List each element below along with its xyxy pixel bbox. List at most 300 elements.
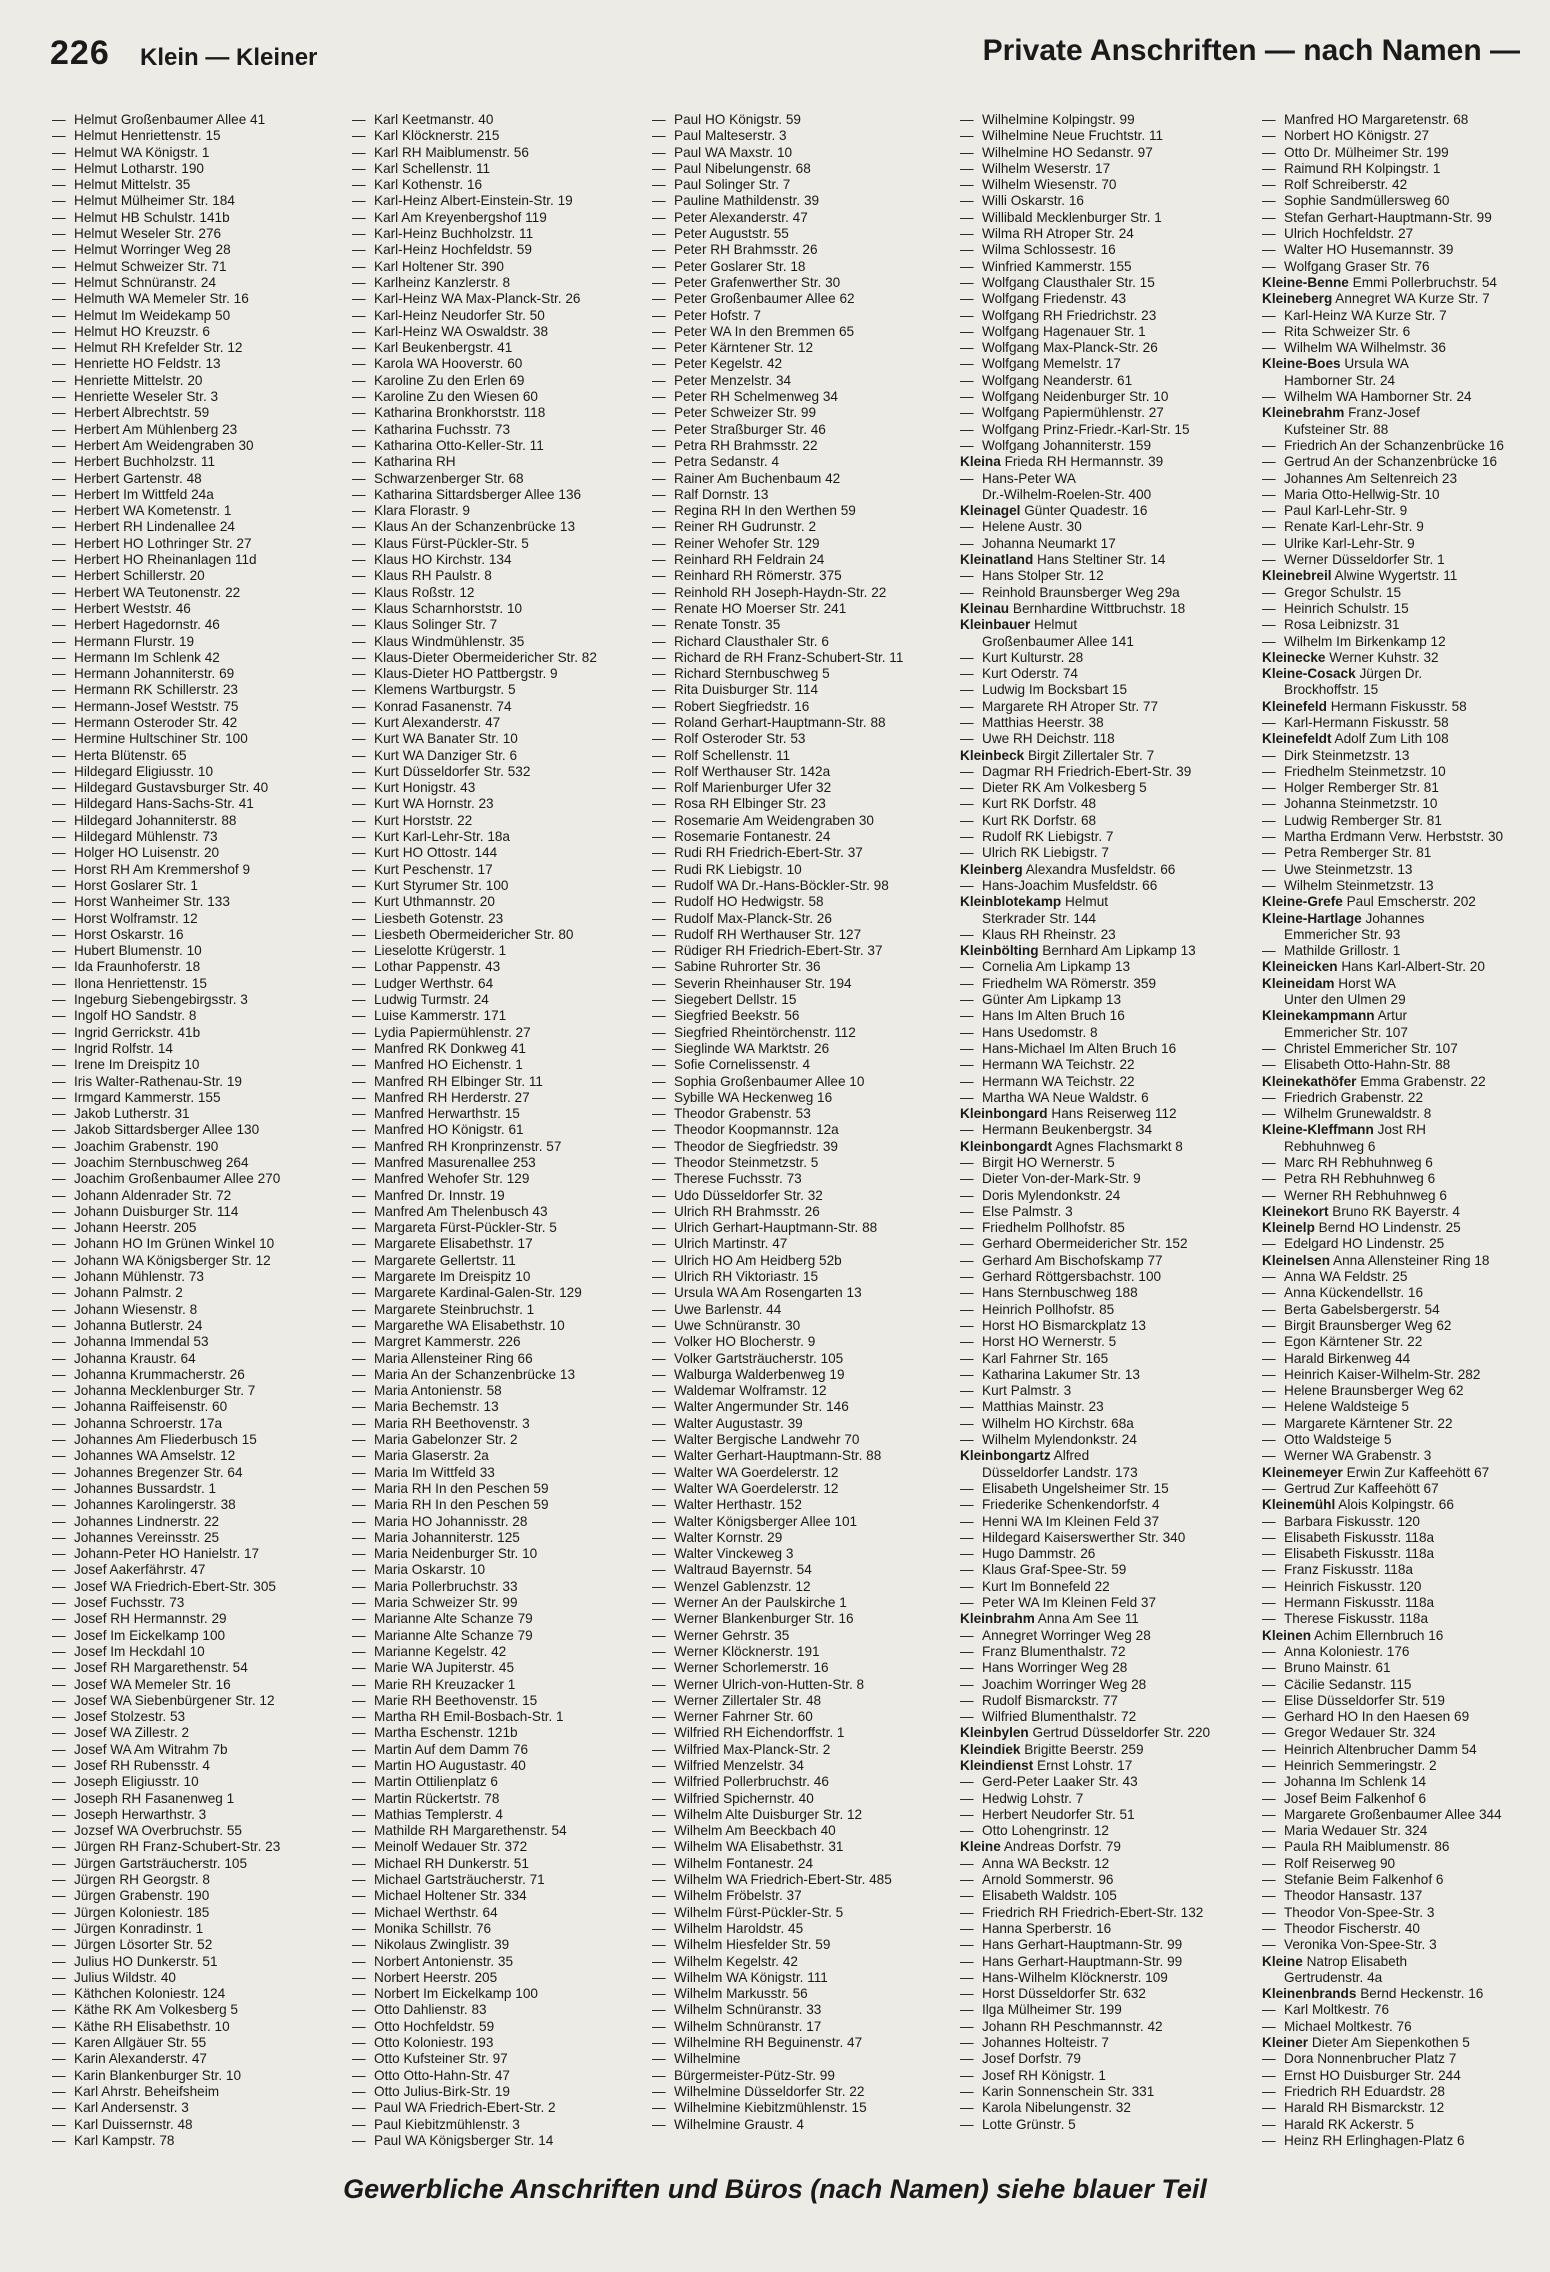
dash-marker: — <box>960 226 974 242</box>
entry-text: Walter HO Husemannstr. 39 <box>1284 242 1454 258</box>
dash-marker: — <box>52 1448 66 1464</box>
directory-entry <box>652 1302 934 1318</box>
directory-entry <box>52 471 334 487</box>
dash-marker: — <box>352 926 366 942</box>
directory-entry <box>652 943 934 959</box>
directory-entry <box>352 813 634 829</box>
entry-text: Johannes Lindnerstr. 22 <box>74 1513 220 1529</box>
entry-text: Rolf Reiserweg 90 <box>1284 1855 1396 1871</box>
dash-marker: — <box>352 1953 366 1969</box>
directory-entry <box>52 536 334 552</box>
directory-entry <box>52 1481 334 1497</box>
directory-entry <box>52 1155 334 1171</box>
entry-text: Margarete Großenbaumer Allee 344 <box>1284 1806 1502 1822</box>
dash-marker: — <box>652 112 666 127</box>
directory-entry <box>1262 275 1550 291</box>
directory-entry <box>960 731 1242 747</box>
directory-entry <box>960 829 1242 845</box>
directory-entry <box>1262 1302 1550 1318</box>
entry-text: Karin Sonnenschein Str. 331 <box>982 2083 1155 2099</box>
dash-marker: — <box>652 1660 666 1676</box>
dash-marker: — <box>1262 1839 1276 1855</box>
entry-text: Henni WA Im Kleinen Feld 37 <box>982 1513 1160 1529</box>
directory-entry <box>1262 128 1550 144</box>
dash-marker: — <box>652 617 666 633</box>
entry-text: Wilhelm WA Königstr. 111 <box>674 1969 828 1985</box>
dash-marker: — <box>652 682 666 698</box>
directory-entry <box>652 226 934 242</box>
entry-text: Peter Alexanderstr. 47 <box>674 209 808 225</box>
directory-entry <box>1262 1188 1550 1204</box>
dash-marker: — <box>960 2002 974 2018</box>
entry-text: Wilhelm Haroldstr. 45 <box>674 1920 804 1936</box>
dash-marker: — <box>352 1415 366 1431</box>
directory-entry <box>352 1057 634 1073</box>
entry-text: Joseph RH Fasanenweg 1 <box>74 1790 235 1806</box>
dash-marker: — <box>52 1872 66 1888</box>
dash-marker: — <box>1262 242 1276 258</box>
entry-text: Luise Kammerstr. 171 <box>374 1008 507 1024</box>
directory-entry <box>52 2084 334 2100</box>
directory-entry <box>52 308 334 324</box>
dash-marker: — <box>652 1350 666 1366</box>
entry-text: Josef Im Heckdahl 10 <box>74 1643 205 1659</box>
dash-marker: — <box>52 1236 66 1252</box>
directory-entry <box>52 862 334 878</box>
dash-marker: — <box>352 1904 366 1920</box>
dash-marker: — <box>52 2018 66 2034</box>
entry-text: Hermine Hultschiner Str. 100 <box>74 731 248 747</box>
dash-marker: — <box>352 1757 366 1773</box>
dash-marker: — <box>352 226 366 242</box>
directory-entry <box>52 340 334 356</box>
dash-marker: — <box>352 470 366 486</box>
dash-marker: — <box>1262 1155 1276 1170</box>
entry-text: Heinrich Semmeringstr. 2 <box>1284 1757 1437 1773</box>
directory-entry <box>960 1856 1242 1872</box>
dash-marker: — <box>652 421 666 437</box>
directory-entry <box>52 210 334 226</box>
entry-text: Karl-Heinz Hochfeldstr. 59 <box>374 242 532 258</box>
dash-marker: — <box>352 2100 366 2116</box>
entry-text: Martin HO Augustastr. 40 <box>374 1757 526 1773</box>
entry-text: Gerhard Obermeidericher Str. 152 <box>982 1236 1188 1252</box>
dash-marker: — <box>352 1578 366 1594</box>
directory-entry <box>352 2084 634 2100</box>
directory-column-5 <box>1262 112 1550 2162</box>
dash-marker: — <box>352 356 366 372</box>
dash-marker: — <box>652 747 666 763</box>
directory-entry <box>52 585 334 601</box>
entry-text: Wilhelm Wiesenstr. 70 <box>982 177 1117 193</box>
dash-marker: — <box>652 2018 666 2034</box>
entry-text: Maria Schweizer Str. 99 <box>374 1595 518 1611</box>
dash-marker: — <box>52 2083 66 2099</box>
entry-text: Johanna Steinmetzstr. 10 <box>1284 796 1438 812</box>
dash-marker: — <box>1262 1660 1276 1676</box>
directory-entry <box>960 1725 1242 1741</box>
directory-entry <box>652 764 934 780</box>
dash-marker: — <box>352 177 366 193</box>
directory-entry <box>652 699 934 715</box>
entry-text: Jürgen Gartsträucherstr. 105 <box>74 1855 248 1871</box>
directory-entry <box>352 780 634 796</box>
entry-text: Wilfried Menzelstr. 34 <box>674 1757 804 1773</box>
directory-entry <box>52 845 334 861</box>
directory-entry <box>1262 617 1550 633</box>
directory-entry <box>352 519 634 535</box>
entry-text: Manfred HO Margaretenstr. 68 <box>1284 112 1469 127</box>
directory-entry <box>960 177 1242 193</box>
dash-marker: — <box>652 323 666 339</box>
entry-text: Wilhelmine Graustr. 4 <box>674 2116 804 2132</box>
entry-text: Horst Wolframstr. 12 <box>74 910 198 926</box>
directory-entry <box>1262 1562 1550 1578</box>
entry-text: Margarete RH Atroper Str. 77 <box>982 698 1159 714</box>
entry-text: Annegret WA Kurze Str. 7 <box>1332 291 1490 307</box>
entry-text: Hans Gerhart-Hauptmann-Str. 99 <box>982 1953 1183 1969</box>
directory-entry <box>652 748 934 764</box>
directory-entry <box>652 1644 934 1660</box>
entry-text: Herbert RH Lindenallee 24 <box>74 519 235 535</box>
dash-marker: — <box>960 666 974 682</box>
dash-marker: — <box>652 1529 666 1545</box>
entry-text: Wilhelm Weserstr. 17 <box>982 160 1111 176</box>
directory-entry <box>960 568 1242 584</box>
dash-marker: — <box>652 1171 666 1187</box>
entry-text: Hildegard Johanniterstr. 88 <box>74 812 237 828</box>
dash-marker: — <box>960 1089 974 1105</box>
entry-text: Edelgard HO Lindenstr. 25 <box>1284 1236 1445 1252</box>
directory-entry <box>352 1514 634 1530</box>
directory-entry <box>960 1921 1242 1937</box>
directory-entry: Rebhuhnweg 6 <box>1284 1138 1376 1154</box>
dash-marker: — <box>652 470 666 486</box>
directory-entry <box>52 1709 334 1725</box>
entry-text: Bernhardine Wittbruchstr. 18 <box>1009 600 1186 616</box>
entry-text: Johann Palmstr. 2 <box>74 1285 183 1301</box>
entry-text: Herbert Buchholzstr. 11 <box>74 454 216 470</box>
directory-entry <box>1262 324 1550 340</box>
dash-marker: — <box>1262 1872 1276 1888</box>
directory-entry <box>1262 1579 1550 1595</box>
dash-marker: — <box>1262 1546 1276 1562</box>
entry-text: Hermann Johanniterstr. 69 <box>74 666 235 682</box>
entry-text: Johannes WA Amselstr. 12 <box>74 1448 236 1464</box>
entry-text: Wilhelm Schnüranstr. 33 <box>674 2002 822 2018</box>
entry-text: Rudi RK Liebigstr. 10 <box>674 861 802 877</box>
directory-entry <box>960 959 1242 975</box>
entry-text: Wilma RH Atroper Str. 24 <box>982 226 1134 242</box>
entry-text: Lotte Grünstr. 5 <box>982 2116 1076 2132</box>
directory-entry <box>1262 1432 1550 1448</box>
directory-entry <box>960 503 1242 519</box>
entry-text: Severin Rheinhauser Str. 194 <box>674 975 852 991</box>
directory-entry <box>1262 438 1550 454</box>
directory-entry <box>1262 1269 1550 1285</box>
directory-entry <box>52 715 334 731</box>
entry-text: Herbert Am Mühlenberg 23 <box>74 421 238 437</box>
directory-entry <box>1262 943 1550 959</box>
dash-marker: — <box>1262 1285 1276 1301</box>
entry-text: Karl Kampstr. 78 <box>74 2132 175 2148</box>
dash-marker: — <box>352 1513 366 1529</box>
entry-text: Karin Blankenburger Str. 10 <box>74 2067 242 2083</box>
dash-marker: — <box>352 1089 366 1105</box>
dash-marker: — <box>960 1790 974 1806</box>
dash-marker: — <box>52 796 66 812</box>
entry-text: Norbert Heerstr. 205 <box>374 1969 498 1985</box>
entry-text: Helene Austr. 30 <box>982 519 1082 535</box>
dash-marker: — <box>52 1888 66 1904</box>
entry-text: Helmut <box>1061 894 1109 910</box>
entry-text: Henriette Mittelstr. 20 <box>74 372 203 388</box>
entry-text: Bernhard Am Lipkamp 13 <box>1038 943 1196 959</box>
dash-marker: — <box>52 1464 66 1480</box>
directory-entry <box>652 796 934 812</box>
entry-text: Manfred HO Königstr. 61 <box>374 1122 524 1138</box>
dash-marker: — <box>52 2116 66 2132</box>
entry-text: Lydia Papiermühlenstr. 27 <box>374 1024 531 1040</box>
entry-text: Helmut Weseler Str. 276 <box>74 226 222 242</box>
entry-text: Ulrich RH Viktoriastr. 15 <box>674 1269 819 1285</box>
entry-text: Kurt Horststr. 22 <box>374 812 473 828</box>
dash-marker: — <box>352 291 366 307</box>
entry-text: Christel Emmericher Str. 107 <box>1284 1040 1458 1056</box>
entry-text: Johann RH Peschmannstr. 42 <box>982 2018 1163 2034</box>
dash-marker: — <box>1262 193 1276 209</box>
directory-entry <box>52 634 334 650</box>
entry-text: Rudolf RH Werthauser Str. 127 <box>674 926 862 942</box>
dash-marker: — <box>652 1888 666 1904</box>
directory-entry <box>960 813 1242 829</box>
entry-text: Michael Moltkestr. 76 <box>1284 2018 1412 2034</box>
directory-entry: Emmericher Str. 93 <box>1284 926 1401 942</box>
entry-text: Wilhelm Am Beeckbach 40 <box>674 1823 836 1839</box>
entry-text: Josef Aakerfährstr. 47 <box>74 1562 206 1578</box>
dash-marker: — <box>352 307 366 323</box>
dash-marker: — <box>1262 226 1276 242</box>
entry-text: Walter Gerhart-Hauptmann-Str. 88 <box>674 1448 882 1464</box>
dash-marker: — <box>352 910 366 926</box>
entry-text: Ulrich HO Am Heidberg 52b <box>674 1252 842 1268</box>
directory-entry <box>960 1171 1242 1187</box>
entry-text: Ursula WA Am Rosengarten 13 <box>674 1285 862 1301</box>
directory-entry <box>960 1008 1242 1024</box>
dash-marker: — <box>1262 1236 1276 1252</box>
entry-text: Hans Worringer Weg 28 <box>982 1660 1128 1676</box>
dash-marker: — <box>1262 128 1276 144</box>
dash-marker: — <box>960 2067 974 2083</box>
directory-entry <box>652 422 934 438</box>
entry-text: Dieter Von-der-Mark-Str. 9 <box>982 1171 1141 1187</box>
directory-entry <box>960 666 1242 682</box>
dash-marker: — <box>1262 1432 1276 1448</box>
directory-entry <box>1262 1285 1550 1301</box>
entry-text: Karl Kothenstr. 16 <box>374 177 483 193</box>
entry-text: Johanna Butlerstr. 24 <box>74 1317 203 1333</box>
directory-entry <box>960 454 1242 470</box>
footer-note: Gewerbliche Anschriften und Büros (nach Namen) siehe blauer Teil <box>343 2174 1207 2204</box>
directory-entry <box>52 1497 334 1513</box>
directory-entry <box>652 634 934 650</box>
directory-entry <box>52 1399 334 1415</box>
entry-text: Friedhelm Steinmetzstr. 10 <box>1284 763 1446 779</box>
dash-marker: — <box>52 1203 66 1219</box>
dash-marker: — <box>52 503 66 519</box>
directory-entry <box>652 894 934 910</box>
dash-marker: — <box>352 1920 366 1936</box>
directory-entry <box>652 210 934 226</box>
dash-marker: — <box>652 389 666 405</box>
entry-text: Theodor Fischerstr. 40 <box>1284 1920 1420 1936</box>
directory-entry <box>52 177 334 193</box>
dash-marker: — <box>960 2083 974 2099</box>
entry-text: Annegret Worringer Weg 28 <box>982 1627 1151 1643</box>
dash-marker: — <box>960 1073 974 1089</box>
entry-text: Günter Quadestr. 16 <box>1020 503 1148 519</box>
surname-heading: Kleine-Kleffmann <box>1262 1122 1374 1138</box>
dash-marker: — <box>52 389 66 405</box>
directory-entry <box>652 601 934 617</box>
directory-entry <box>652 259 934 275</box>
entry-text: Klaus Fürst-Pückler-Str. 5 <box>374 535 529 551</box>
dash-marker: — <box>652 258 666 274</box>
entry-text: Alwine Wygertstr. 11 <box>1331 568 1458 584</box>
entry-text: Werner Düsseldorfer Str. 1 <box>1284 552 1445 568</box>
directory-entry <box>52 1530 334 1546</box>
directory-entry <box>52 1025 334 1041</box>
directory-entry <box>1262 1204 1550 1220</box>
dash-marker: — <box>652 291 666 307</box>
entry-text: Josef RH Rubensstr. 4 <box>74 1757 210 1773</box>
directory-entry <box>652 1074 934 1090</box>
dash-marker: — <box>1262 1480 1276 1496</box>
entry-text: Barbara Fiskusstr. 120 <box>1284 1513 1420 1529</box>
dash-marker: — <box>960 1920 974 1936</box>
entry-text: Walter Kornstr. 29 <box>674 1529 783 1545</box>
directory-entry <box>1262 1448 1550 1464</box>
directory-entry <box>52 1677 334 1693</box>
entry-text: Wilhelm WA Friedrich-Ebert-Str. 485 <box>674 1872 892 1888</box>
entry-text: Dagmar RH Friedrich-Ebert-Str. 39 <box>982 763 1192 779</box>
directory-entry <box>960 1106 1242 1122</box>
directory-entry <box>1262 959 1550 975</box>
dash-marker: — <box>960 1285 974 1301</box>
entry-text: Ludwig Remberger Str. 81 <box>1284 812 1442 828</box>
entry-text: Karola Nibelungenstr. 32 <box>982 2100 1131 2116</box>
directory-entry <box>352 1334 634 1350</box>
directory-entry <box>960 2019 1242 2035</box>
directory-entry <box>960 650 1242 666</box>
directory-entry <box>352 2019 634 2035</box>
entry-text: Harald Birkenweg 44 <box>1284 1350 1411 1366</box>
dash-marker: — <box>52 600 66 616</box>
directory-entry <box>352 1448 634 1464</box>
entry-text: Holger Remberger Str. 81 <box>1284 780 1439 796</box>
entry-text: Wilhelm Fontanestr. 24 <box>674 1855 814 1871</box>
entry-text: Wilhelm WA Hamborner Str. 24 <box>1284 389 1472 405</box>
directory-entry <box>52 731 334 747</box>
directory-entry <box>652 1236 934 1252</box>
dash-marker: — <box>352 1660 366 1676</box>
entry-text: Bruno RK Bayerstr. 4 <box>1328 1203 1460 1219</box>
directory-entry <box>1262 715 1550 731</box>
entry-text: Margarete Kärntener Str. 22 <box>1284 1415 1453 1431</box>
entry-text: Josef WA Zillestr. 2 <box>74 1725 190 1741</box>
entry-text: Heinrich Altenbrucher Damm 54 <box>1284 1741 1477 1757</box>
directory-entry <box>1262 1399 1550 1415</box>
directory-entry <box>652 1856 934 1872</box>
dash-marker: — <box>352 437 366 453</box>
dash-marker: — <box>352 666 366 682</box>
entry-text: Birgit Braunsberger Weg 62 <box>1284 1317 1452 1333</box>
directory-entry: Unter den Ulmen 29 <box>1284 992 1406 1008</box>
dash-marker: — <box>1262 1562 1276 1578</box>
entry-text: Maria Johanniterstr. 125 <box>374 1529 520 1545</box>
dash-marker: — <box>1262 1448 1276 1464</box>
entry-text: Bürgermeister-Pütz-Str. 99 <box>674 2067 835 2083</box>
entry-text: Rolf Werthauser Str. 142a <box>674 763 831 779</box>
dash-marker: — <box>652 861 666 877</box>
dash-marker: — <box>960 356 974 372</box>
entry-text: Helmut Mittelstr. 35 <box>74 177 191 193</box>
surname-heading: Kleinbrahm <box>960 1611 1035 1627</box>
entry-text: Katharina Lakumer Str. 13 <box>982 1366 1140 1382</box>
directory-entry <box>52 2100 334 2116</box>
entry-text: Karl-Heinz WA Max-Planck-Str. 26 <box>374 291 581 307</box>
dash-marker: — <box>352 714 366 730</box>
entry-text: Petra Sedanstr. 4 <box>674 454 780 470</box>
dash-marker: — <box>960 1415 974 1431</box>
entry-text: Helmut <box>1030 617 1078 633</box>
dash-marker: — <box>960 128 974 144</box>
dash-marker: — <box>960 763 974 779</box>
directory-entry <box>52 1562 334 1578</box>
entry-text: Elisabeth Otto-Hahn-Str. 88 <box>1284 1057 1451 1073</box>
entry-text: Wilfried Blumenthalstr. 72 <box>982 1709 1137 1725</box>
directory-entry <box>960 1562 1242 1578</box>
entry-text: Dieter RK Am Volkesberg 5 <box>982 780 1147 796</box>
entry-text: Manfred HO Eichenstr. 1 <box>374 1057 523 1073</box>
directory-entry <box>1262 536 1550 552</box>
directory-entry <box>652 552 934 568</box>
surname-heading: Kleineberg <box>1262 291 1333 307</box>
directory-entry <box>652 1497 934 1513</box>
entry-text: Walter WA Goerdelerstr. 12 <box>674 1464 839 1480</box>
dash-marker: — <box>652 1692 666 1708</box>
directory-entry <box>1262 894 1550 910</box>
entry-text: Ludwig Im Bocksbart 15 <box>982 682 1128 698</box>
entry-text: Werner Fahrner Str. 60 <box>674 1709 813 1725</box>
dash-marker: — <box>1262 503 1276 519</box>
dash-marker: — <box>52 780 66 796</box>
entry-text: Karl RH Maiblumenstr. 56 <box>374 144 529 160</box>
directory-entry <box>52 242 334 258</box>
dash-marker: — <box>52 274 66 290</box>
entry-text: Volker HO Blocherstr. 9 <box>674 1334 816 1350</box>
directory-entry <box>960 552 1242 568</box>
directory-entry <box>52 128 334 144</box>
entry-text: Klaus An der Schanzenbrücke 13 <box>374 519 576 535</box>
entry-text: Jürgen Lösorter Str. 52 <box>74 1937 213 1953</box>
entry-text: Josef Fuchsstr. 73 <box>74 1595 185 1611</box>
dash-marker: — <box>652 649 666 665</box>
entry-text: Otto Dahlienstr. 83 <box>374 2002 487 2018</box>
directory-entry <box>52 748 334 764</box>
dash-marker: — <box>652 1366 666 1382</box>
directory-entry <box>352 568 634 584</box>
